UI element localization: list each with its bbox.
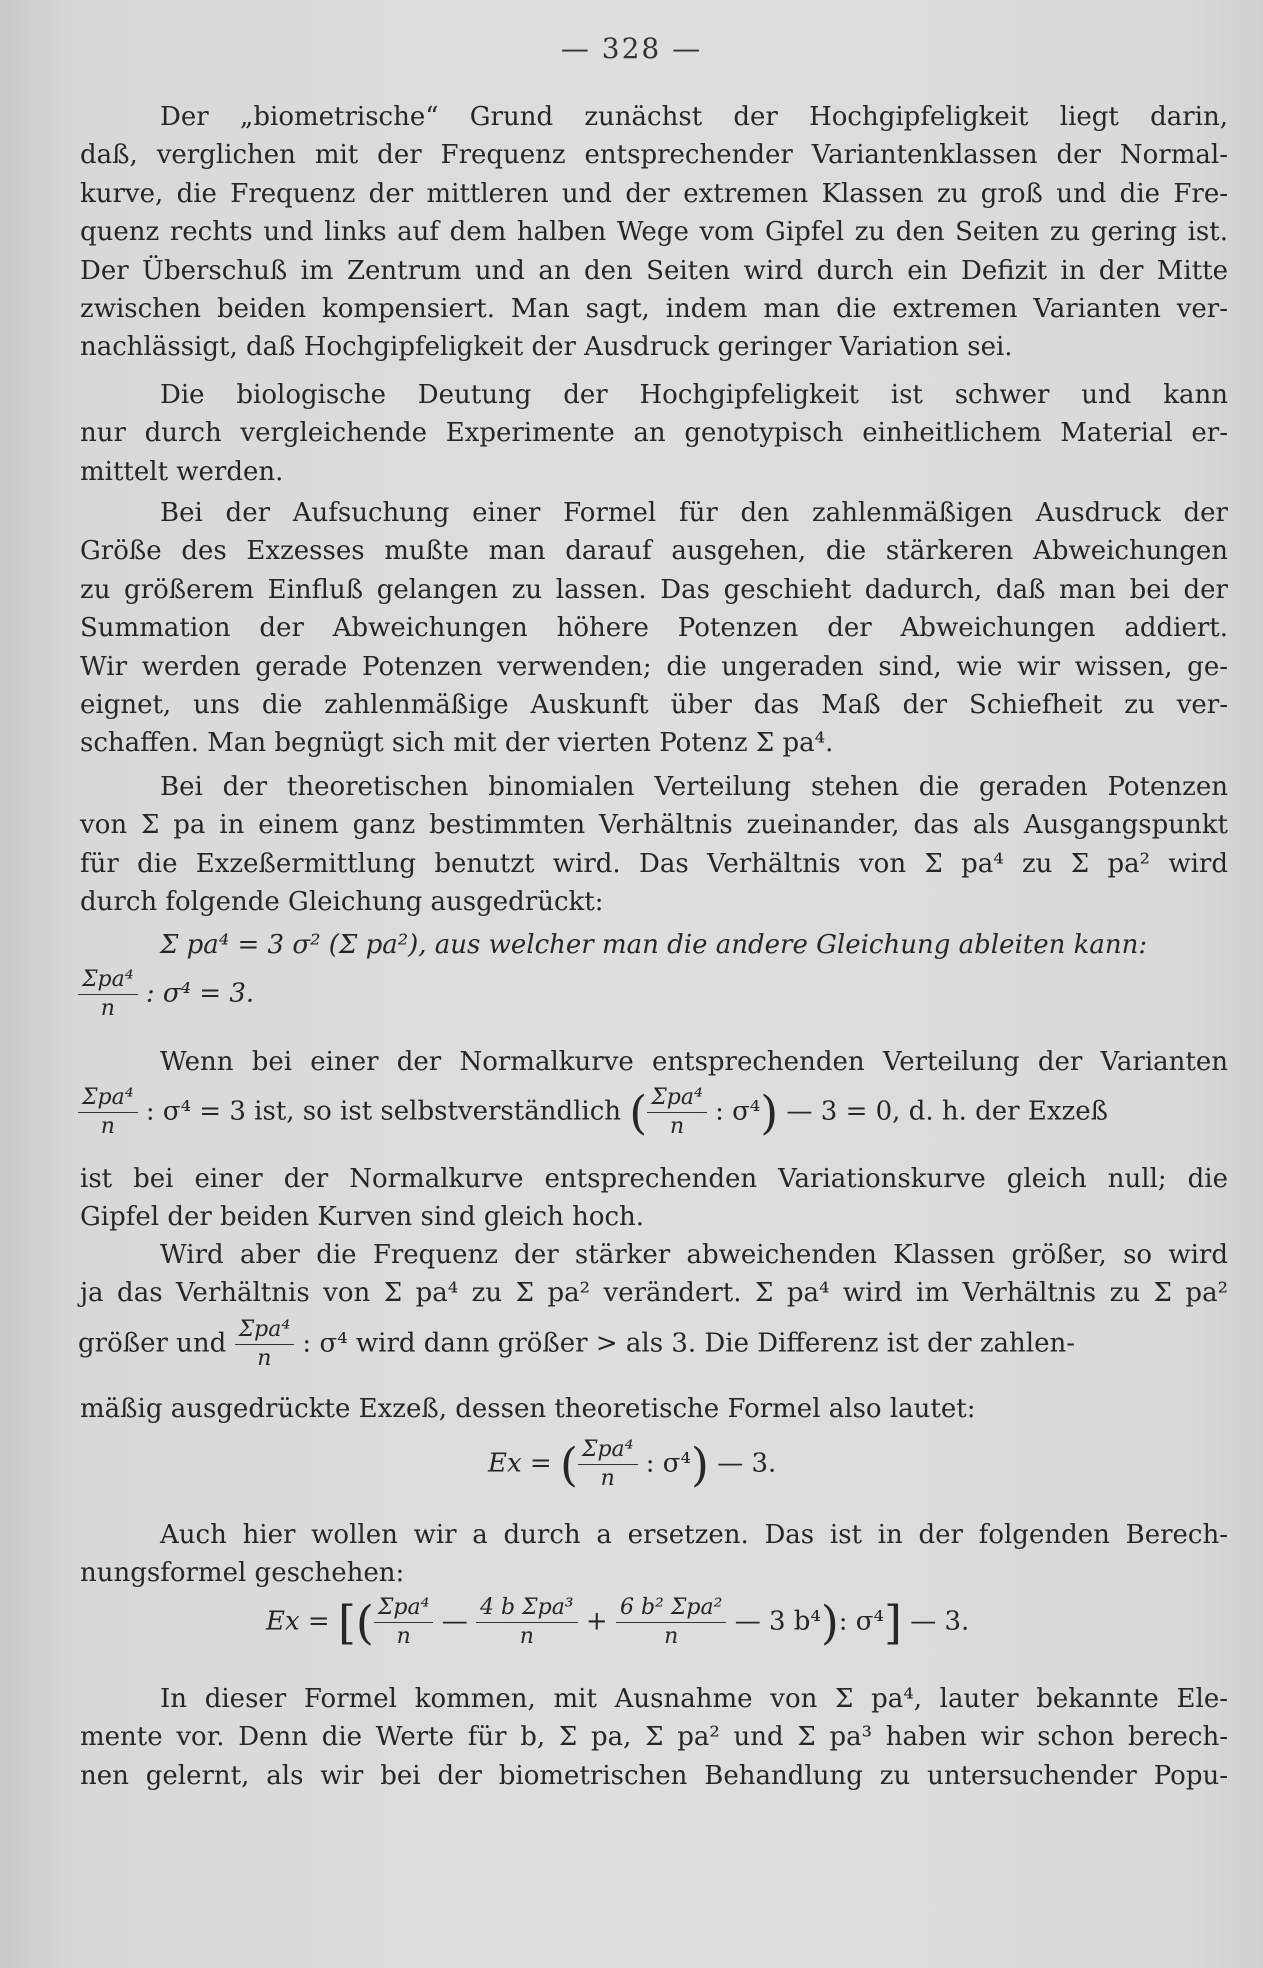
equation-text: : σ⁴: [838, 1606, 884, 1637]
line: Auch hier wollen wir a durch a ersetzen. Das ist in der folgenden Berech-: [160, 1520, 1228, 1550]
line: daß, verglichen mit der Frequenz entsprechender Variantenklassen der Normal-: [80, 140, 1228, 171]
equation-line-3: [78, 1316, 1226, 1373]
line: nen gelernt, als wir bei der biometrischen Behandlung zu untersuchender Popu-: [80, 1760, 1228, 1791]
equation-text: : σ⁴: [645, 1448, 691, 1479]
equation-text: größer und: [78, 1328, 227, 1359]
fraction: [78, 966, 138, 1023]
line: Summation der Abweichungen höhere Potenzen der Abweichungen addiert.: [80, 613, 1228, 644]
line: Wenn bei einer der Normalkurve entsprechenden Verteilung der Varianten: [160, 1047, 1228, 1077]
line: durch folgende Gleichung ausgedrückt:: [80, 887, 604, 918]
paren-open: (: [559, 1437, 578, 1492]
line: Wir werden gerade Potenzen verwenden; die ungeraden sind, wie wir wissen, ge-: [80, 651, 1228, 682]
paren-close: ): [690, 1437, 709, 1492]
bracket-open: [: [337, 1595, 356, 1650]
fraction-denominator: n: [100, 1114, 115, 1139]
line: Der „biometrische“ Grund zunächst der Hochgipfeligkeit liegt darin,: [160, 102, 1228, 132]
equation-line-1: [80, 926, 1228, 964]
bracket-close: ]: [883, 1595, 902, 1650]
paren-close: ): [760, 1085, 779, 1140]
paragraph-2: [80, 376, 1228, 491]
paren-close: ): [820, 1595, 839, 1650]
fraction: [235, 1316, 295, 1373]
paren-open: (: [355, 1595, 374, 1650]
fraction: [578, 1436, 638, 1493]
line: Gipfel der beiden Kurven sind gleich hoch.: [80, 1202, 645, 1233]
paragraph-4: [80, 768, 1228, 922]
line: schaffen. Man begnügt sich mit der vierten Potenz Σ pa⁴.: [80, 728, 834, 759]
paragraph-6-cont: [80, 1390, 1228, 1428]
line: kurve, die Frequenz der mittleren und der extremen Klassen zu groß und die Fre-: [80, 178, 1228, 209]
line: mittelt werden.: [80, 456, 284, 487]
equation-lhs: Ex =: [266, 1606, 330, 1637]
fraction: [616, 1594, 726, 1651]
line: von Σ pa in einem ganz bestimmten Verhältnis zueinander, das als Ausgangspunkt: [80, 810, 1228, 841]
fraction-denominator: n: [257, 1346, 272, 1371]
line: zu größerem Einfluß gelangen zu lassen. Das geschieht dadurch, daß man bei der: [80, 574, 1228, 605]
fraction-denominator: n: [664, 1624, 679, 1649]
line: quenz rechts und links auf dem halben Wege vom Gipfel zu den Seiten zu gering ist.: [80, 217, 1228, 248]
equation-line-2: [78, 1084, 1108, 1141]
paragraph-6: [80, 1236, 1228, 1313]
fraction-denominator: n: [669, 1114, 685, 1139]
fraction-numerator: Σpa⁴: [78, 966, 138, 995]
fraction-denominator: n: [100, 996, 115, 1021]
line: Der Überschuß im Zentrum und an den Seiten wird durch ein Defizit in der Mitte: [80, 255, 1228, 286]
paragraph-1: [80, 98, 1228, 367]
equation-rest: : σ⁴ = 3.: [145, 978, 255, 1009]
paragraph-8: [80, 1680, 1228, 1795]
paren-open: (: [629, 1085, 648, 1140]
fraction-denominator: n: [600, 1466, 615, 1491]
paragraph-7: [80, 1516, 1228, 1593]
page-number: — 328 —: [560, 32, 703, 65]
fraction-numerator: Σpa⁴: [235, 1316, 295, 1345]
line: Bei der Aufsuchung einer Formel für den zahlenmäßigen Ausdruck der: [160, 498, 1228, 528]
fraction: [476, 1594, 578, 1651]
fraction-numerator: 6 b² Σpa²: [616, 1594, 726, 1623]
calculation-formula: [266, 1594, 969, 1651]
line: ja das Verhältnis von Σ pa⁴ zu Σ pa² verändert. Σ pa⁴ wird im Verhältnis zu Σ pa²: [80, 1278, 1228, 1309]
line: In dieser Formel kommen, mit Ausnahme von Σ pa⁴, lauter bekannte Ele-: [160, 1684, 1228, 1714]
line: mäßig ausgedrückte Exzeß, dessen theoretische Formel also lautet:: [80, 1394, 976, 1424]
fraction-numerator: Σpa⁴: [78, 1084, 138, 1113]
line: Größe des Exzesses mußte man darauf ausgehen, die stärkeren Abweichungen: [80, 536, 1228, 567]
fraction-equation: [78, 966, 254, 1023]
fraction-numerator: Σpa⁴: [647, 1084, 707, 1113]
line: nur durch vergleichende Experimente an genotypisch einheitlichem Material er-: [80, 418, 1228, 449]
line: Wird aber die Frequenz der stärker abweichenden Klassen größer, so wird: [160, 1240, 1228, 1270]
fraction-numerator: Σpa⁴: [578, 1436, 638, 1465]
paragraph-5-cont: [80, 1160, 1228, 1237]
line: eignet, uns die zahlenmäßige Auskunft über das Maß der Schiefheit zu ver-: [80, 690, 1228, 721]
line: nachlässigt, daß Hochgipfeligkeit der Ausdruck geringer Variation sei.: [80, 332, 1013, 363]
line: ist bei einer der Normalkurve entsprechenden Variationskurve gleich null; die: [80, 1164, 1228, 1194]
equation-text: : σ⁴: [715, 1096, 761, 1127]
paragraph-5: [80, 1043, 1228, 1081]
fraction: [78, 1084, 138, 1141]
line: mente vor. Denn die Werte für b, Σ pa, Σ pa² und Σ pa³ haben wir schon berech-: [80, 1722, 1228, 1753]
fraction: [374, 1594, 434, 1651]
equation-text: : σ⁴ = 3 ist, so ist selbstverständlich: [145, 1096, 622, 1127]
equation-text: : σ⁴ wird dann größer > als 3. Die Differenz ist der zahlen-: [302, 1328, 1076, 1359]
line: Bei der theoretischen binomialen Verteilung stehen die geraden Potenzen: [160, 772, 1228, 802]
excess-formula: [488, 1436, 776, 1493]
equation-text: — 3 b⁴: [734, 1606, 821, 1637]
minus: —: [441, 1606, 468, 1637]
fraction-denominator: n: [519, 1624, 534, 1649]
fraction: [647, 1084, 707, 1141]
fraction-numerator: 4 b Σpa³: [476, 1594, 578, 1623]
equation: Σ pa⁴ = 3 σ² (Σ pa²), aus welcher man die andere Gleichung ableiten kann:: [160, 930, 1148, 960]
equation-lhs: Ex =: [488, 1448, 552, 1479]
plus: +: [585, 1606, 608, 1637]
line: Die biologische Deutung der Hochgipfeligkeit ist schwer und kann: [160, 380, 1228, 410]
line: zwischen beiden kompensiert. Man sagt, indem man die extremen Varianten ver-: [80, 294, 1228, 325]
fraction-denominator: n: [396, 1624, 411, 1649]
paragraph-3: [80, 494, 1228, 763]
equation-text: — 3.: [910, 1606, 970, 1637]
equation-text: — 3 = 0, d. h. der Exzeß: [786, 1096, 1108, 1127]
fraction-numerator: Σpa⁴: [374, 1594, 434, 1623]
equation-text: — 3.: [717, 1448, 777, 1479]
line: für die Exzeßermittlung benutzt wird. Das Verhältnis von Σ pa⁴ zu Σ pa² wird: [80, 848, 1228, 879]
line: nungsformel geschehen:: [80, 1558, 405, 1589]
